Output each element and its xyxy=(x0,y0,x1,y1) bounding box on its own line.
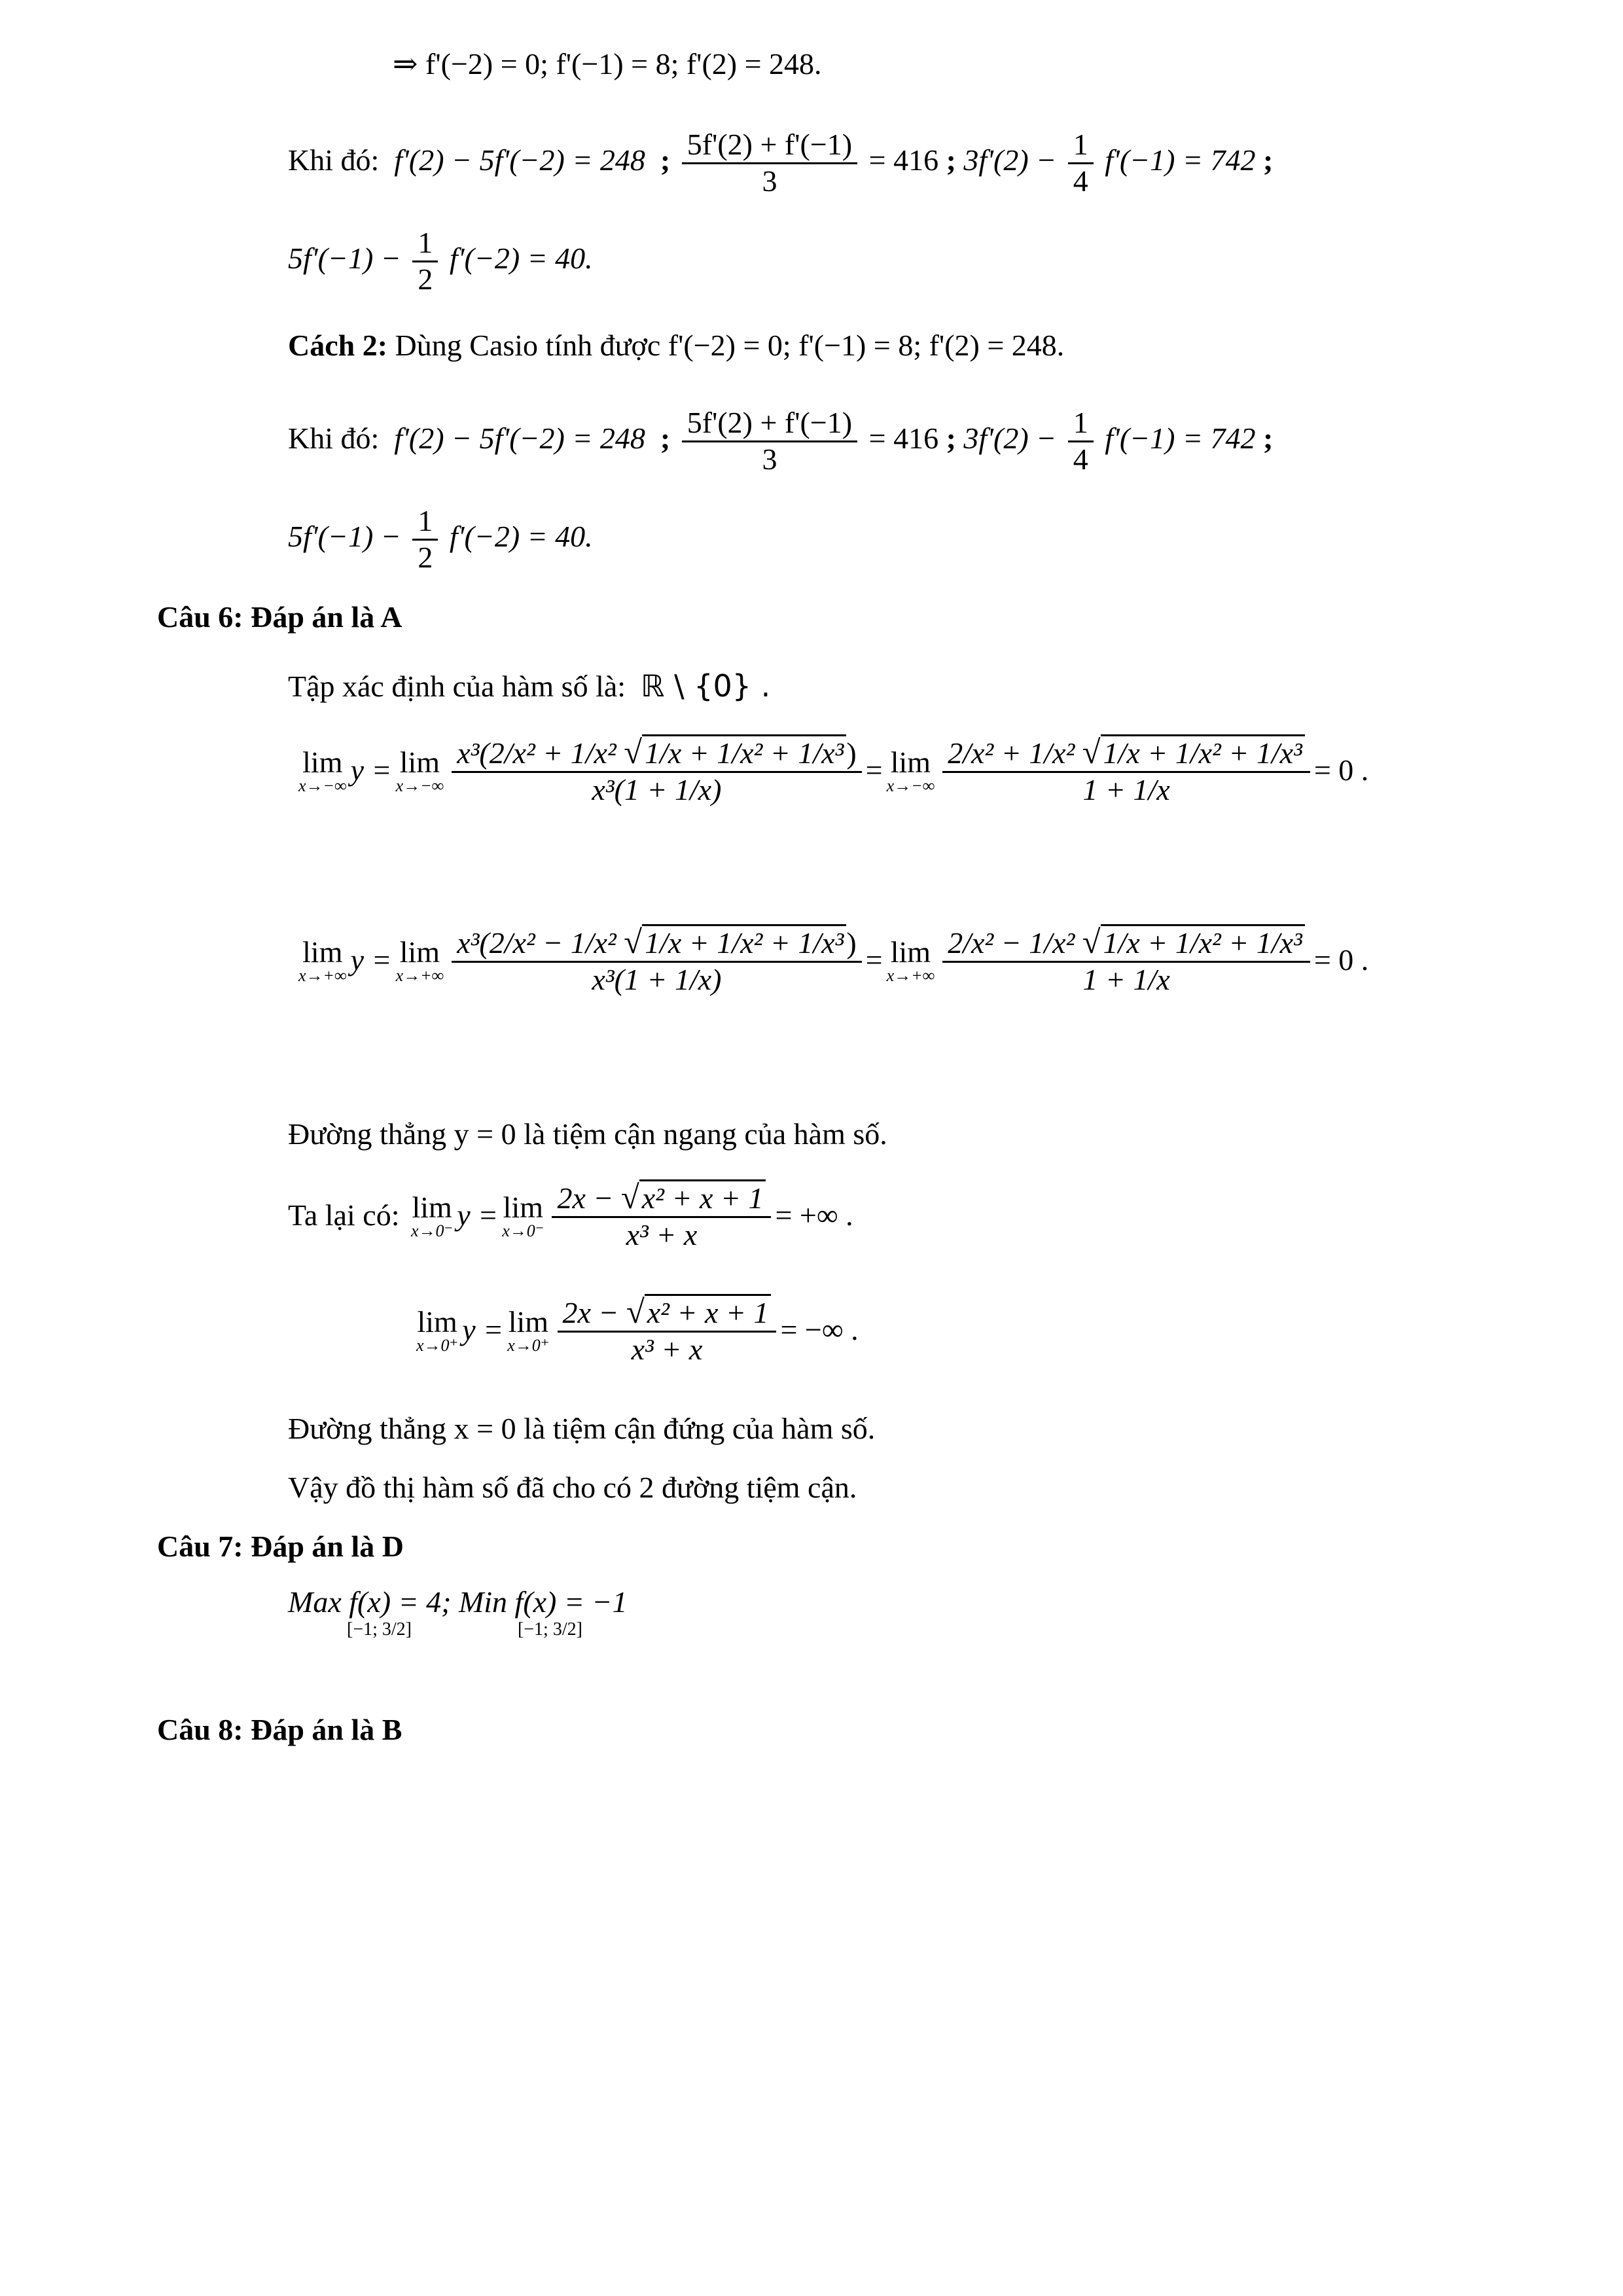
y-equals: y = xyxy=(350,753,392,787)
semicolon: ; xyxy=(660,421,671,455)
lim-operator: lim x→0⁺ xyxy=(416,1304,459,1355)
expr-d-line-1 xyxy=(288,226,593,297)
lim0-fraction: $\frac{\text{2x − √x² + x + 1}}{\text{x³ + x}}$ xyxy=(558,1293,777,1367)
max-expr: Max f(x) = 4; [−1; 3/2] xyxy=(288,1585,452,1640)
ta-lai-co: Ta lại có: xyxy=(288,1198,400,1232)
semicolon: ; xyxy=(946,421,956,455)
lim2-reduced-fraction: $\frac{\text{2/x² − 1/x² √1/x + 1/x² + 1/x³}}{1 + 1/x}$ xyxy=(942,923,1310,997)
limit-minus-infinity: lim x→−∞ y = lim x→−∞ $\frac{\text{x³(2/x² + 1/x² √1/x + 1/x² + 1/x³)}}{\text{x³(1 + 1/x)}}$ = lim x→−∞ $\frac{\text{2/x² + 1/x² √1/x + 1/x² + 1/x³}}{1 + 1/x}$ = 0 . xyxy=(298,734,1369,807)
lim0-fraction: $\frac{\text{2x − √x² + x + 1}}{\text{x³ + x}}$ xyxy=(552,1178,771,1253)
lim-operator: lim x→−∞ xyxy=(886,745,935,796)
expr-d-pre: 5f'(−1) − xyxy=(288,241,401,275)
expr-c-post: f'(−1) = 742 xyxy=(1105,421,1256,455)
khi-do-line-1 xyxy=(288,128,1273,199)
txd-text: Tập xác định của hàm số là: xyxy=(288,670,626,703)
lim-operator: lim x→+∞ xyxy=(395,935,444,986)
equals-zero: = 0 . xyxy=(1313,943,1369,977)
expr-d-post: f'(−2) = 40. xyxy=(449,241,593,275)
fraction-c: $\frac{1}{4}$ xyxy=(1068,128,1094,199)
lim-operator: lim x→0⁻ xyxy=(410,1190,454,1241)
maxmin-line xyxy=(288,1584,627,1639)
fraction-b: $\frac{5f'(2) + f'(-1)}{3}$ xyxy=(682,406,857,477)
lim-operator: lim x→−∞ xyxy=(298,745,347,796)
lim2-full-fraction: $\frac{\text{x³(2/x² − 1/x² √1/x + 1/x² + 1/x³)}}{\text{x³(1 + 1/x)}}$ xyxy=(452,923,861,997)
limit-plus-infinity: lim x→+∞ y = lim x→+∞ $\frac{\text{x³(2/x² − 1/x² √1/x + 1/x² + 1/x³)}}{\text{x³(1 + 1/x)}}$ = lim x→+∞ $\frac{\text{2/x² − 1/x² √1/x + 1/x² + 1/x³}}{1 + 1/x}$ = 0 . xyxy=(298,924,1369,997)
y-equals: y = xyxy=(350,943,392,977)
lim-operator: lim x→+∞ xyxy=(886,935,935,986)
expr-b-result: = 416 xyxy=(868,143,939,177)
result-line-1: ⇒ f'(−2) = 0; f'(−1) = 8; f'(2) = 248. xyxy=(393,47,822,81)
cau6-heading: Câu 6: Đáp án là A xyxy=(157,600,402,634)
conclusion-line: Vậy đồ thị hàm số đã cho có 2 đường tiệm cận. xyxy=(288,1471,857,1504)
lim-operator: lim x→0⁺ xyxy=(507,1304,550,1355)
khi-do-label: Khi đó: xyxy=(288,143,380,177)
cau8-heading: Câu 8: Đáp án là B xyxy=(157,1713,402,1746)
fraction-b: $\frac{5f'(2) + f'(-1)}{3}$ xyxy=(682,128,857,199)
y-equals: y = xyxy=(462,1313,504,1347)
result-plus-infinity: = +∞ . xyxy=(775,1198,853,1232)
expr-c-pre: 3f'(2) − xyxy=(963,421,1057,455)
lim1-reduced-fraction: $\frac{\text{2/x² + 1/x² √1/x + 1/x² + 1/x³}}{1 + 1/x}$ xyxy=(942,733,1310,808)
expr-d-post: f'(−2) = 40. xyxy=(449,519,593,553)
expr-c-post: f'(−1) = 742 xyxy=(1105,143,1256,177)
khi-do-label: Khi đó: xyxy=(288,421,380,455)
cach2-label: Cách 2: xyxy=(288,329,388,362)
fraction-c: $\frac{1}{4}$ xyxy=(1068,406,1094,477)
semicolon: ; xyxy=(946,143,956,177)
lim-operator: lim x→−∞ xyxy=(395,745,444,796)
lim1-full-fraction: $\frac{\text{x³(2/x² + 1/x² √1/x + 1/x² + 1/x³)}}{\text{x³(1 + 1/x)}}$ xyxy=(452,733,861,808)
expr-a: f'(2) − 5f'(−2) = 248 xyxy=(394,143,645,177)
lim-operator: lim x→+∞ xyxy=(298,935,347,986)
cach2-text: Dùng Casio tính được f'(−2) = 0; f'(−1) = 8; f'(2) = 248. xyxy=(395,329,1065,362)
result-minus-infinity: = −∞ . xyxy=(780,1313,859,1347)
expr-d-pre: 5f'(−1) − xyxy=(288,519,401,553)
khi-do-line-2 xyxy=(288,406,1273,477)
semicolon: ; xyxy=(1263,143,1274,177)
lim-operator: lim x→0⁻ xyxy=(502,1190,544,1241)
expr-d-line-2 xyxy=(288,504,593,575)
min-expr: Min f(x) = −1 [−1; 3/2] xyxy=(458,1585,628,1640)
fraction-d: $\frac{1}{2}$ xyxy=(412,504,438,575)
expr-b-result: = 416 xyxy=(868,421,939,455)
fraction-d: $\frac{1}{2}$ xyxy=(412,226,438,297)
tcn-line: Đường thẳng y = 0 là tiệm cận ngang của hàm số. xyxy=(288,1117,887,1151)
expr-c-pre: 3f'(2) − xyxy=(963,143,1057,177)
limit-zero-plus xyxy=(412,1293,859,1367)
semicolon: ; xyxy=(660,143,671,177)
expr-a: f'(2) − 5f'(−2) = 248 xyxy=(394,421,645,455)
semicolon: ; xyxy=(1263,421,1274,455)
equals-zero: = 0 . xyxy=(1313,753,1369,787)
tcd-line: Đường thẳng x = 0 là tiệm cận đứng của hàm số. xyxy=(288,1412,876,1445)
y-equals: y = xyxy=(457,1198,499,1232)
cau7-heading: Câu 7: Đáp án là D xyxy=(157,1530,404,1563)
cach2-line xyxy=(288,327,1064,364)
txd-set: ℝ \ {0} . xyxy=(641,668,771,704)
txd-line xyxy=(288,668,770,705)
limit-zero-minus xyxy=(288,1178,853,1253)
